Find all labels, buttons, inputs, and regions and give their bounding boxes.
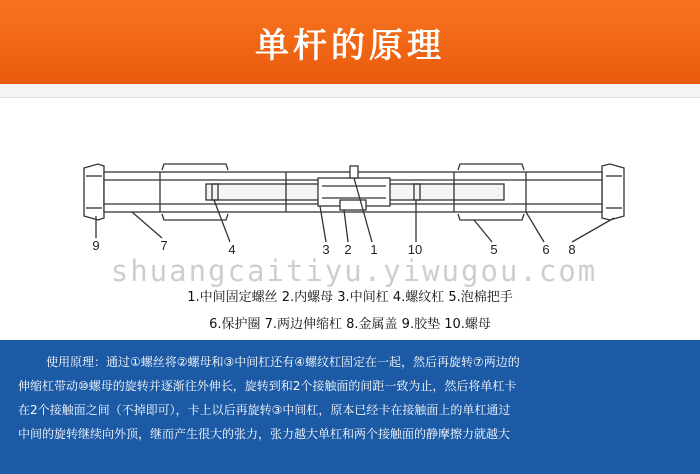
callout-5: 5 (490, 242, 498, 257)
principle-line-3: 在2个接触面之间（不掉即可），卡上以后再旋转③中间杠，原本已经卡在接触面上的单杠通过 (18, 403, 511, 417)
title-bar (0, 0, 700, 84)
callout-10: 10 (407, 242, 423, 257)
principle-line-4: 中间的旋转继续向外顶，继而产生很大的张力，张力越大单杠和两个接触面的静摩擦力就越大 (18, 427, 511, 441)
principle-line-1: 使用原理：通过①螺丝将②螺母和③中间杠还有④螺纹杠固定在一起，然后再旋转⑦两边的 (46, 355, 520, 369)
callout-2: 2 (344, 242, 352, 257)
principle-panel (0, 340, 700, 474)
leader-6 (526, 212, 544, 242)
header-band (0, 0, 700, 98)
parts-legend-line-1: 1.中间固定螺丝 2.内螺母 3.中间杠 4.螺纹杠 5.泡棉把手 (187, 290, 513, 305)
principle-line-2: 伸缩杠带动⑩螺母的旋转并逐渐往外伸长，旋转到和2个接触面的间距一致为止，然后将单杠卡 (18, 379, 517, 393)
callout-4: 4 (228, 242, 236, 257)
leader-8 (572, 218, 614, 242)
watermark: shuangcaitiyu.yiwugou.com (110, 254, 598, 288)
callout-3: 3 (322, 242, 330, 257)
parts-legend-line-2: 6.保护圈 7.两边伸缩杠 8.金属盖 9.胶垫 10.螺母 (209, 317, 491, 332)
left-end-cap (84, 164, 104, 220)
leader-7 (132, 212, 162, 238)
set-screw (350, 166, 358, 178)
callout-9: 9 (92, 238, 100, 253)
callout-6: 6 (542, 242, 550, 257)
leader-5 (474, 220, 492, 242)
right-end-cap (602, 164, 624, 220)
callout-8: 8 (568, 242, 576, 257)
callout-1: 1 (370, 242, 378, 257)
leader-2 (344, 210, 348, 242)
bar-diagram (74, 150, 634, 265)
page-title: 单杆的原理 (255, 25, 445, 66)
callout-7: 7 (160, 238, 168, 253)
